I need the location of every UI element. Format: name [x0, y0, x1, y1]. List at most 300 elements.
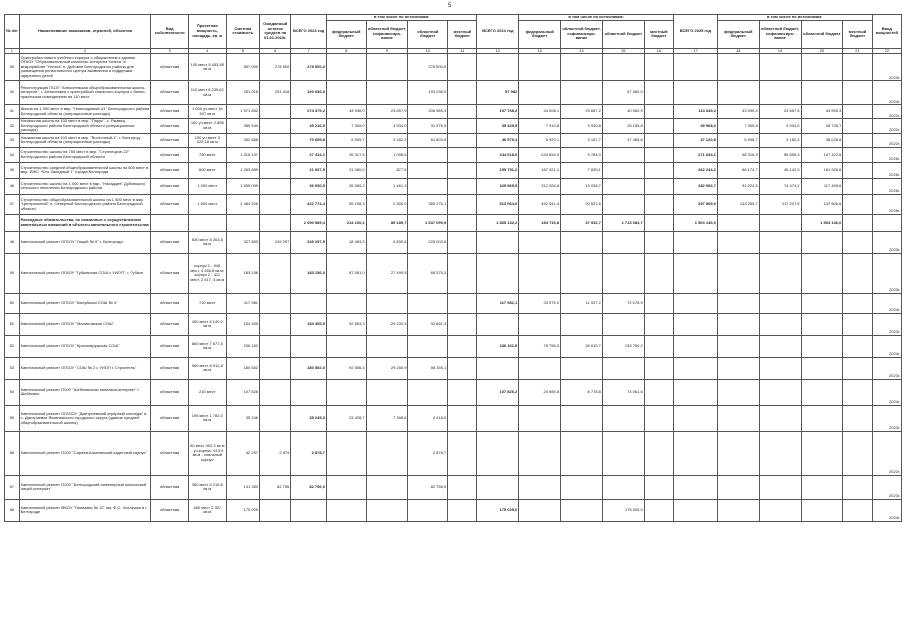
column-index-cell: 8 — [326, 48, 366, 54]
oblast-2025-cell — [801, 313, 843, 335]
table-row — [5, 105, 902, 119]
oblast-cofin-2023-cell — [366, 81, 408, 105]
total-2024-cell: 39 429,5 — [477, 119, 519, 134]
column-index-cell: 3 — [151, 48, 189, 54]
header-capacity: Проектная мощность, площадь, кв. м — [188, 15, 226, 49]
column-index-cell: 20 — [801, 48, 843, 54]
total-2025-cell: 397 969,9 — [673, 194, 717, 214]
local-2023-cell — [448, 133, 477, 147]
total-2025-cell: 282 992,7 — [673, 178, 717, 194]
oblast-cofin-2023-cell: 1 461,3 — [366, 178, 408, 194]
ownership-cell: областная — [151, 475, 189, 499]
expected-remainder-cell — [260, 105, 291, 119]
object-name-cell: Школа на 1 000 мест в мкр. "Новосадовый-41" Белгородского района Белгородской области (операционные расходы) — [19, 105, 151, 119]
oblast-cofin-2025-cell — [759, 499, 801, 521]
federal-2024-cell: 312 926,8 — [519, 178, 561, 194]
oblast-2023-cell: 193 036,0 — [408, 81, 448, 105]
total-2024-cell: 244 618,0 — [477, 147, 519, 162]
federal-2025-cell — [717, 357, 759, 379]
oblast-cofin-2025-cell — [759, 313, 801, 335]
expected-remainder-cell — [260, 133, 291, 147]
local-2024-cell — [644, 379, 673, 405]
local-2023-cell — [448, 431, 477, 475]
commissioning-year-cell: 2023г. — [872, 54, 901, 81]
federal-2025-cell: 66 174,7 — [717, 162, 759, 178]
expected-remainder-cell — [260, 357, 291, 379]
column-index-cell: 19 — [759, 48, 801, 54]
oblast-cofin-2025-cell — [759, 475, 801, 499]
total-2023-cell: 193 036,0 — [291, 81, 327, 105]
estimated-cost-cell: 1 571 852 — [226, 105, 259, 119]
oblast-cofin-2023-cell — [366, 499, 408, 521]
row-number-cell: 56 — [5, 431, 20, 475]
ownership-cell: областная — [151, 405, 189, 431]
estimated-cost-cell: 1 263 889 — [226, 162, 259, 178]
commissioning-year-cell: 2023г. — [872, 475, 901, 499]
header-sources-2024: в том числе по источникам: — [519, 15, 674, 21]
oblast-2024-cell — [602, 253, 644, 293]
oblast-2025-cell: 147 422,6 — [801, 147, 843, 162]
oblast-2025-cell — [801, 335, 843, 357]
federal-2025-cell — [717, 499, 759, 521]
total-2024-cell — [477, 405, 519, 431]
federal-2023-cell — [326, 431, 366, 475]
estimated-cost-cell: 107 826 — [226, 379, 259, 405]
estimated-cost-cell: 1 318 137 — [226, 147, 259, 162]
header-oblast-cofin: областной бюджет, софинансиро-вание — [366, 20, 408, 48]
oblast-2024-cell — [602, 431, 644, 475]
oblast-2023-cell: 68 575,3 — [408, 253, 448, 293]
estimated-cost-cell: 180 552 — [226, 357, 259, 379]
oblast-2024-cell — [602, 475, 644, 499]
federal-2024-cell — [519, 253, 561, 293]
oblast-2024-cell: 57 982,0 — [602, 81, 644, 105]
table-row — [5, 357, 902, 379]
total-2025-cell — [673, 293, 717, 313]
ownership-cell — [151, 214, 189, 231]
total-2023-cell: 2 878,7 — [291, 431, 327, 475]
commissioning-year-cell: 2022г. — [872, 133, 901, 147]
total-2025-cell — [673, 253, 717, 293]
local-2025-cell — [843, 293, 872, 313]
estimated-cost-cell: 251 018 — [226, 81, 259, 105]
local-2023-cell — [448, 178, 477, 194]
object-name-cell: Строительство общеобразовательной школы на 1 500 мест в мкр. "Центральный" п. Северный Белгородского района Белгородской области — [19, 194, 151, 214]
table-row — [5, 405, 902, 431]
local-2024-cell — [644, 54, 673, 81]
commissioning-year-cell: 2023г. — [872, 253, 901, 293]
local-2025-cell — [843, 147, 872, 162]
total-2023-cell: 422 774,4 — [291, 194, 327, 214]
ownership-cell: областная — [151, 231, 189, 253]
federal-2024-cell — [519, 499, 561, 521]
capacity-cell: 1 000 мест — [188, 178, 226, 194]
total-2025-cell — [673, 379, 717, 405]
total-2024-cell — [477, 253, 519, 293]
local-2024-cell — [644, 313, 673, 335]
header-commissioning: Ввод мощностей — [872, 15, 901, 49]
total-2023-cell: 82 756,0 — [291, 475, 327, 499]
federal-2025-cell: 91 024,5 — [717, 178, 759, 194]
oblast-cofin-2025-cell — [759, 231, 801, 253]
total-2024-cell: 175 025,0 — [477, 499, 519, 521]
oblast-cofin-2024-cell: 47 932,7 — [561, 214, 603, 231]
commissioning-year-cell: 2026г. — [872, 194, 901, 214]
oblast-cofin-2023-cell — [366, 475, 408, 499]
federal-2024-cell: 24 985,8 — [519, 379, 561, 405]
ownership-cell: областная — [151, 499, 189, 521]
header-local: местный бюджет — [448, 20, 477, 48]
oblast-cofin-2024-cell: 3 187,7 — [561, 133, 603, 147]
federal-2025-cell — [717, 335, 759, 357]
federal-2025-cell: 43 935,4 — [717, 105, 759, 119]
total-2023-cell: 35 245,3 — [291, 405, 327, 431]
oblast-cofin-2025-cell — [759, 335, 801, 357]
total-2023-cell — [291, 499, 327, 521]
expected-remainder-cell — [260, 313, 291, 335]
oblast-cofin-2023-cell: 29 250,9 — [366, 357, 408, 379]
oblast-2024-cell — [602, 194, 644, 214]
local-2024-cell — [644, 499, 673, 521]
federal-2024-cell: 187 921,1 — [519, 162, 561, 178]
object-name-cell: Строительство школы на 750 мест в мкр. "Стрелецкое-22" Белгородского района Белгородской области — [19, 147, 151, 162]
federal-2025-cell: 68 316,3 — [717, 147, 759, 162]
oblast-cofin-2023-cell: 2 300,0 — [366, 194, 408, 214]
oblast-2025-cell: 137 506,6 — [801, 194, 843, 214]
row-number-cell: 58 — [5, 499, 20, 521]
federal-2025-cell — [717, 379, 759, 405]
row-number-cell: 57 — [5, 475, 20, 499]
local-2024-cell — [644, 119, 673, 134]
ownership-cell: областная — [151, 147, 189, 162]
column-index-cell: 12 — [477, 48, 519, 54]
oblast-2023-cell: 365 276,1 — [408, 194, 448, 214]
table-row — [5, 178, 902, 194]
federal-2025-cell — [717, 54, 759, 81]
oblast-cofin-2024-cell: 13 038,7 — [561, 178, 603, 194]
oblast-2025-cell — [801, 231, 843, 253]
ownership-cell: областная — [151, 253, 189, 293]
total-2023-cell: 2 050 589,4 — [291, 214, 327, 231]
column-index-cell: 17 — [673, 48, 717, 54]
object-name-cell: Строительство школы на 1 000 мест в мкр. "Насадцев" Дубовского сельского поселения Белгородского района — [19, 178, 151, 194]
federal-2025-cell — [717, 475, 759, 499]
federal-2023-cell — [326, 379, 366, 405]
column-index-cell: 13 — [519, 48, 561, 54]
oblast-2023-cell — [408, 147, 448, 162]
local-2023-cell — [448, 194, 477, 214]
total-2023-cell — [291, 335, 327, 357]
oblast-cofin-2024-cell — [561, 253, 603, 293]
expected-remainder-cell: 278 500 — [260, 54, 291, 81]
expected-remainder-cell — [260, 405, 291, 431]
ownership-cell: областная — [151, 194, 189, 214]
local-2023-cell — [448, 313, 477, 335]
local-2025-cell — [843, 335, 872, 357]
local-2023-cell — [448, 499, 477, 521]
oblast-2023-cell — [408, 499, 448, 521]
commissioning-year-cell: 2022г. — [872, 105, 901, 119]
federal-2025-cell — [717, 293, 759, 313]
capacity-cell: 100 уч.мест 2 898 кв.м — [188, 119, 226, 134]
total-2025-cell: 262 244,2 — [673, 162, 717, 178]
federal-2024-cell — [519, 405, 561, 431]
oblast-2024-cell: 74 061,6 — [602, 379, 644, 405]
federal-2024-cell — [519, 54, 561, 81]
row-number-cell: 40 — [5, 81, 20, 105]
oblast-cofin-2025-cell — [759, 379, 801, 405]
oblast-2023-cell: 206 985,3 — [408, 105, 448, 119]
oblast-cofin-2025-cell — [759, 357, 801, 379]
commissioning-year-cell: 2022г. — [872, 119, 901, 134]
oblast-2023-cell: 31 976,9 — [408, 119, 448, 134]
oblast-2023-cell: 32 661,3 — [408, 313, 448, 335]
column-index-cell: 10 — [408, 48, 448, 54]
expected-remainder-cell — [260, 147, 291, 162]
local-2023-cell — [448, 119, 477, 134]
table-row — [5, 162, 902, 178]
ownership-cell: областная — [151, 379, 189, 405]
local-2023-cell — [448, 293, 477, 313]
expected-remainder-cell — [260, 379, 291, 405]
federal-2024-cell — [519, 231, 561, 253]
row-number-cell: 39 — [5, 54, 20, 81]
object-name-cell: Капитальный ремонт ОГБОУ "Лицей № 9" г. Белгорода — [19, 231, 151, 253]
expected-remainder-cell: 2 879 — [260, 431, 291, 475]
header-remainder: Ожидаемый остаток средств на 01.01.2023г. — [260, 15, 291, 49]
federal-2024-cell — [519, 313, 561, 335]
local-2024-cell — [644, 405, 673, 431]
column-index-cell: 1 — [5, 48, 20, 54]
oblast-2025-cell — [801, 379, 843, 405]
local-2023-cell — [448, 357, 477, 379]
local-2024-cell — [644, 147, 673, 162]
ownership-cell: областная — [151, 119, 189, 134]
federal-2023-cell — [326, 499, 366, 521]
local-2024-cell — [644, 133, 673, 147]
ownership-cell: областная — [151, 133, 189, 147]
capacity-cell: 960 мест 8 912,8 кв.м — [188, 357, 226, 379]
oblast-cofin-2023-cell — [366, 431, 408, 475]
federal-2025-cell — [717, 214, 759, 231]
oblast-cofin-2024-cell — [561, 475, 603, 499]
oblast-2024-cell: 40 062,9 — [602, 105, 644, 119]
header-cost: Сметная стоимость — [226, 15, 259, 49]
total-2024-cell — [477, 313, 519, 335]
total-2025-cell — [673, 431, 717, 475]
header-local: местный бюджет — [644, 20, 673, 48]
federal-2025-cell: 143 255,7 — [717, 194, 759, 214]
estimated-cost-cell: 557 000 — [226, 54, 259, 81]
local-2023-cell — [448, 335, 477, 357]
local-2023-cell — [448, 214, 477, 231]
total-2023-cell: 274 379,2 — [291, 105, 327, 119]
row-number-cell: 41 — [5, 105, 20, 119]
oblast-2025-cell: 117 499,6 — [801, 178, 843, 194]
commissioning-year-cell: 2024г. — [872, 293, 901, 313]
federal-2024-cell — [519, 357, 561, 379]
local-2024-cell — [644, 231, 673, 253]
expected-remainder-cell — [260, 499, 291, 521]
oblast-2023-cell — [408, 178, 448, 194]
oblast-cofin-2024-cell — [561, 313, 603, 335]
oblast-2023-cell: 278 500,0 — [408, 54, 448, 81]
capacity-cell: 215 мест — [188, 379, 226, 405]
total-2025-cell — [673, 54, 717, 81]
total-2024-cell — [477, 357, 519, 379]
oblast-2024-cell: 1 713 083,7 — [602, 214, 644, 231]
page-number: 5 — [448, 3, 452, 9]
oblast-cofin-2024-cell: 8 778,8 — [561, 379, 603, 405]
local-2025-cell — [843, 431, 872, 475]
federal-2025-cell: 5 908,7 — [717, 133, 759, 147]
local-2025-cell — [843, 105, 872, 119]
object-name-cell: Капитальный ремонт ГБОУ "Белгородский инженерный юношеский лицей-интернат" — [19, 475, 151, 499]
commissioning-year-cell: 2023г. — [872, 357, 901, 379]
federal-2023-cell — [326, 54, 366, 81]
oblast-2025-cell: 1 503 146,0 — [801, 214, 843, 231]
header-sources-2023: в том числе по источникам: — [326, 15, 477, 21]
oblast-2025-cell — [801, 357, 843, 379]
oblast-2024-cell: 37 465,6 — [602, 133, 644, 147]
oblast-cofin-2025-cell — [759, 81, 801, 105]
oblast-2024-cell — [602, 147, 644, 162]
capacity-cell: 100 уч.мест 3 029,18 кв.м — [188, 133, 226, 147]
local-2025-cell — [843, 162, 872, 178]
oblast-cofin-2023-cell: 23 657,9 — [366, 105, 408, 119]
total-2023-cell: 278 500,0 — [291, 54, 327, 81]
oblast-cofin-2025-cell: 3 182,3 — [759, 133, 801, 147]
table-row — [5, 81, 902, 105]
row-number-cell: 43 — [5, 133, 20, 147]
table-row — [5, 335, 902, 357]
estimated-cost-cell: 35 246 — [226, 405, 259, 431]
column-index-cell: 18 — [717, 48, 759, 54]
table-row — [5, 253, 902, 293]
oblast-cofin-2023-cell — [366, 293, 408, 313]
oblast-2023-cell — [408, 162, 448, 178]
column-index-cell: 2 — [19, 48, 151, 54]
federal-2023-cell — [326, 81, 366, 105]
oblast-cofin-2024-cell: 3 940,8 — [561, 119, 603, 134]
total-2024-cell: 195 751,2 — [477, 162, 519, 178]
oblast-cofin-2024-cell — [561, 231, 603, 253]
oblast-cofin-2023-cell: 27 499,5 — [366, 253, 408, 293]
total-2023-cell: 249 297,5 — [291, 231, 327, 253]
table-row — [5, 54, 902, 81]
oblast-2023-cell: 61 603,9 — [408, 133, 448, 147]
oblast-2023-cell: 82 756,0 — [408, 475, 448, 499]
object-name-cell: Пристройка нового учебного корпуса с общежитием к зданию ОГАОУ "Образовательный комплекс Алгоритм Успеха" в микрорайоне "Улитка" п. Дубовое Белгородского района для размещения регионального центра выявления и поддержки одаренных детей — [19, 54, 151, 81]
federal-2025-cell — [717, 231, 759, 253]
federal-2023-cell: 92 563,3 — [326, 313, 366, 335]
oblast-2025-cell — [801, 499, 843, 521]
oblast-2024-cell: 28 155,8 — [602, 119, 644, 134]
oblast-2024-cell: 133 790,2 — [602, 335, 644, 357]
expected-remainder-cell — [260, 194, 291, 214]
local-2025-cell — [843, 178, 872, 194]
header-oblast-cofin: областной бюджет, софинансиро-вание — [759, 20, 801, 48]
row-number-cell: 45 — [5, 162, 20, 178]
local-2024-cell — [644, 475, 673, 499]
oblast-cofin-2025-cell — [759, 431, 801, 475]
oblast-cofin-2023-cell: 89 189,7 — [366, 214, 408, 231]
oblast-cofin-2025-cell: 117 207,6 — [759, 194, 801, 214]
total-2024-cell — [477, 231, 519, 253]
table-row — [5, 293, 902, 313]
local-2023-cell — [448, 231, 477, 253]
oblast-cofin-2024-cell: 9 784,0 — [561, 147, 603, 162]
object-name-cell: Строительство средней общеобразовательной школы на 600 мест в мкр. ИЖС "Юго-Западный 1" города Белгорода — [19, 162, 151, 178]
row-number-cell: 53 — [5, 357, 20, 379]
local-2023-cell — [448, 405, 477, 431]
oblast-2024-cell — [602, 54, 644, 81]
commissioning-year-cell: 2026г. — [872, 147, 901, 162]
total-2025-cell — [673, 81, 717, 105]
oblast-cofin-2025-cell — [759, 405, 801, 431]
oblast-2025-cell — [801, 475, 843, 499]
federal-2023-cell — [326, 335, 366, 357]
total-2024-cell — [477, 475, 519, 499]
table-row — [5, 313, 902, 335]
table-row — [5, 147, 902, 162]
federal-2024-cell: 5 920,1 — [519, 133, 561, 147]
ownership-cell: областная — [151, 54, 189, 81]
total-2023-cell — [291, 379, 327, 405]
local-2024-cell — [644, 214, 673, 231]
federal-2025-cell — [717, 431, 759, 475]
oblast-cofin-2023-cell: 3 182,2 — [366, 133, 408, 147]
ownership-cell: областная — [151, 162, 189, 178]
estimated-cost-cell: 236 162 — [226, 335, 259, 357]
total-2025-cell — [673, 499, 717, 521]
commissioning-year-cell: 2024г. — [872, 499, 901, 521]
total-2024-cell: 46 575,4 — [477, 133, 519, 147]
object-name-cell: Начальная школа на 100 мест в мкр. "Парус", с. Ржавец Белгородского района Белгородской области (операционные расходы) — [19, 119, 151, 134]
object-name-cell: Капитальный ремонт ОГБОУ "Валуйская СОШ № 4" — [19, 293, 151, 313]
ownership-cell: областная — [151, 431, 189, 475]
local-2024-cell — [644, 293, 673, 313]
federal-2024-cell: 234 834,0 — [519, 147, 561, 162]
local-2023-cell — [448, 253, 477, 293]
total-2023-cell: 36 530,5 — [291, 178, 327, 194]
table-row — [5, 379, 902, 405]
expected-remainder-cell — [260, 293, 291, 313]
capacity-cell: 830 мест 8 263,8 кв.м — [188, 231, 226, 253]
column-index-cell: 15 — [602, 48, 644, 54]
capacity-cell: 600 мест — [188, 162, 226, 178]
federal-2023-cell: 92 556,3 — [326, 357, 366, 379]
table-row — [5, 194, 902, 214]
oblast-2025-cell — [801, 253, 843, 293]
federal-2025-cell — [717, 405, 759, 431]
oblast-2025-cell — [801, 54, 843, 81]
oblast-cofin-2024-cell — [561, 54, 603, 81]
oblast-cofin-2023-cell — [366, 379, 408, 405]
expected-remainder-cell — [260, 178, 291, 194]
federal-2023-cell: 87 081,0 — [326, 253, 366, 293]
oblast-2025-cell: 38 028,8 — [801, 133, 843, 147]
capacity-cell: 710 мест — [188, 293, 226, 313]
oblast-cofin-2023-cell: 3 934,0 — [366, 119, 408, 134]
table-row — [5, 119, 902, 134]
oblast-2023-cell — [408, 379, 448, 405]
capacity-cell: 400 мест 6 140,2 кв.м — [188, 313, 226, 335]
local-2024-cell — [644, 162, 673, 178]
column-index-cell: 21 — [843, 48, 872, 54]
header-local: местный бюджет — [843, 20, 872, 48]
oblast-cofin-2025-cell — [759, 293, 801, 313]
